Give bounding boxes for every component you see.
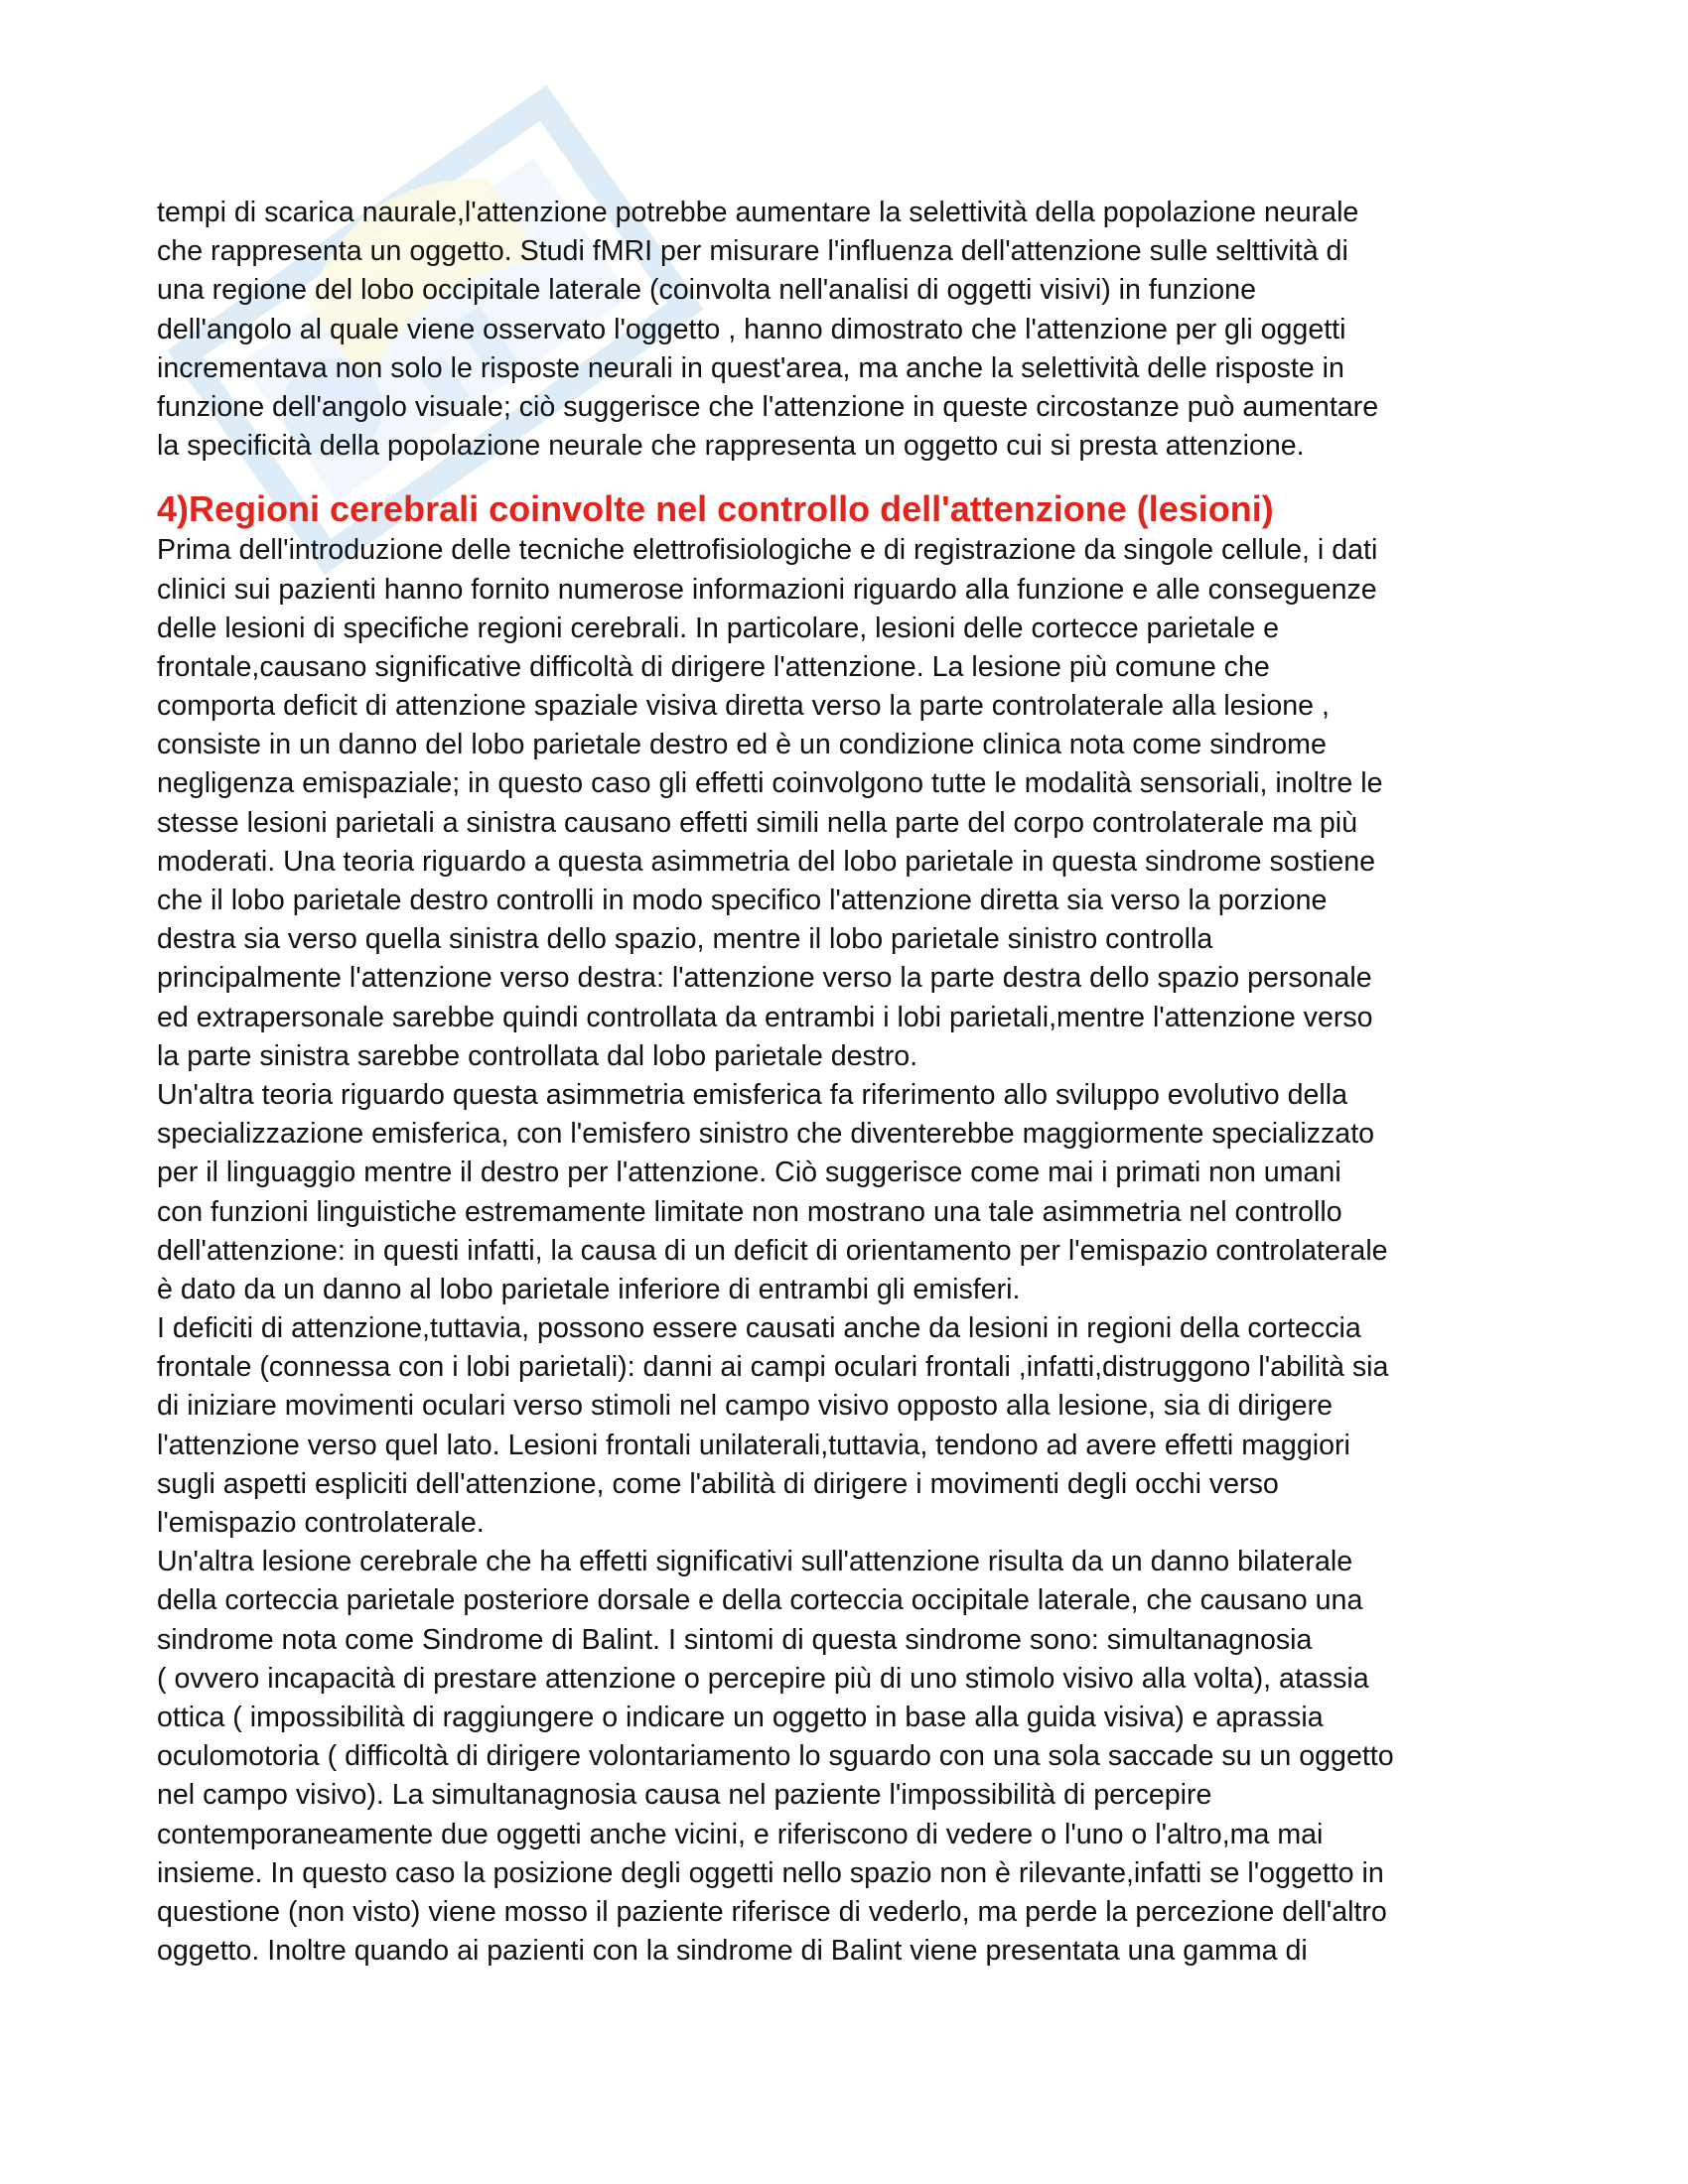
text-line: di iniziare movimenti oculari verso stimoli nel campo visivo opposto alla lesione, sia di dirigere [157, 1390, 1333, 1423]
text-line: dell'attenzione: in questi infatti, la causa di un deficit di orientamento per l'emispazio controlaterale [157, 1234, 1388, 1267]
text-line: l'emispazio controlaterale. [157, 1507, 485, 1539]
text-line: frontale,causano significative difficoltà di dirigere l'attenzione. La lesione più comune che [157, 650, 1270, 683]
text-line: la specificità della popolazione neurale che rappresenta un oggetto cui si presta attenzione. [157, 430, 1305, 463]
section-body [157, 531, 1487, 1971]
text-line: I deficiti di attenzione,tuttavia, possono essere causati anche da lesioni in regioni della corteccia [157, 1312, 1361, 1345]
text-line: per il linguaggio mentre il destro per l'attenzione. Ciò suggerisce come mai i primati non umani [157, 1157, 1341, 1189]
text-line: che rappresenta un oggetto. Studi fMRI per misurare l'influenza dell'attenzione sulle selttività di [157, 235, 1348, 268]
text-line: delle lesioni di specifiche regioni cerebrali. In particolare, lesioni delle cortecce parietale e [157, 612, 1280, 644]
text-line: specializzazione emisferica, con l'emisfero sinistro che diventerebbe maggiormente specializzato [157, 1118, 1375, 1151]
text-line: Un'altra lesione cerebrale che ha effetti significativi sull'attenzione risulta da un danno bilaterale [157, 1546, 1353, 1578]
text-line: oggetto. Inoltre quando ai pazienti con la sindrome di Balint viene presentata una gamma di [157, 1935, 1308, 1968]
text-line: sindrome nota come Sindrome di Balint. I sintomi di questa sindrome sono: simultanagnosia [157, 1623, 1313, 1656]
text-line: Un'altra teoria riguardo questa asimmetria emisferica fa riferimento allo sviluppo evolutivo della [157, 1078, 1348, 1111]
text-line: comporta deficit di attenzione spaziale visiva diretta verso la parte controlaterale alla lesione , [157, 690, 1330, 723]
text-line: ottica ( impossibilità di raggiungere o indicare un oggetto in base alla guida visiva) e aprassia [157, 1701, 1324, 1733]
intro-paragraph [157, 194, 1487, 466]
text-line: destra sia verso quella sinistra dello spazio, mentre il lobo parietale sinistro controlla [157, 923, 1213, 956]
text-line: ( ovvero incapacità di prestare attenzione o percepire più di uno stimolo visivo alla volta), atassia [157, 1662, 1369, 1695]
text-line: consiste in un danno del lobo parietale destro ed è un condizione clinica nota come sindrome [157, 729, 1327, 761]
text-line: l'attenzione verso quel lato. Lesioni frontali unilaterali,tuttavia, tendono ad avere effetti maggiori [157, 1429, 1350, 1461]
text-line: oculomotoria ( difficoltà di dirigere volontariamento lo sguardo con una sola saccade su un oggetto [157, 1740, 1394, 1773]
section-heading: 4)Regioni cerebrali coinvolte nel controllo dell'attenzione (lesioni) [157, 488, 1274, 530]
text-line: dell'angolo al quale viene osservato l'oggetto , hanno dimostrato che l'attenzione per gli oggetti [157, 313, 1346, 345]
text-line: che il lobo parietale destro controlli in modo specifico l'attenzione diretta sia verso la porzione [157, 885, 1328, 916]
text-line: ed extrapersonale sarebbe quindi controllata da entrambi i lobi parietali,mentre l'attenzione verso [157, 1001, 1373, 1033]
text-line: incrementava non solo le risposte neurali in quest'area, ma anche la selettività delle risposte in [157, 351, 1344, 384]
text-line: frontale (connessa con i lobi parietali): danni ai campi oculari frontali ,infatti,distruggono l'abilità sia [157, 1351, 1389, 1384]
text-line: una regione del lobo occipitale laterale (coinvolta nell'analisi di oggetti visivi) in funzione [157, 274, 1256, 307]
text-line: la parte sinistra sarebbe controllata dal lobo parietale destro. [157, 1039, 918, 1072]
text-line: sugli aspetti espliciti dell'attenzione, come l'abilità di dirigere i movimenti degli occhi verso [157, 1467, 1279, 1500]
text-line: con funzioni linguistiche estremamente limitate non mostrano una tale asimmetria nel controllo [157, 1195, 1342, 1228]
text-line: principalmente l'attenzione verso destra: l'attenzione verso la parte destra dello spazio personale [157, 962, 1372, 995]
text-line: negligenza emispaziale; in questo caso gli effetti coinvolgono tutte le modalità sensoriali, inoltre le [157, 767, 1383, 800]
text-line: clinici sui pazienti hanno fornito numerose informazioni riguardo alla funzione e alle conseguenze [157, 573, 1377, 606]
text-line: tempi di scarica naurale,l'attenzione potrebbe aumentare la selettività della popolazione neurale [157, 197, 1359, 228]
text-line: nel campo visivo). La simultanagnosia causa nel paziente l'impossibilità di percepire [157, 1779, 1212, 1812]
text-line: è dato da un danno al lobo parietale inferiore di entrambi gli emisferi. [157, 1273, 1021, 1305]
text-line: funzione dell'angolo visuale; ciò suggerisce che l'attenzione in queste circostanze può aumentare [157, 390, 1379, 423]
document-page [157, 194, 1487, 1971]
text-line: Prima dell'introduzione delle tecniche elettrofisiologiche e di registrazione da singole cellule, i dati [157, 534, 1378, 567]
text-line: stesse lesioni parietali a sinistra causano effetti simili nella parte del corpo controlaterale ma più [157, 806, 1357, 839]
text-line: questione (non visto) viene mosso il paziente riferisce di vederlo, ma perde la percezione dell'altro [157, 1895, 1387, 1928]
text-line: contemporaneamente due oggetti anche vicini, e riferiscono di vedere o l'uno o l'altro,ma mai [157, 1818, 1324, 1850]
text-line: moderati. Una teoria riguardo a questa asimmetria del lobo parietale in questa sindrome sostiene [157, 845, 1376, 878]
text-line: della corteccia parietale posteriore dorsale e della corteccia occipitale laterale, che causano una [157, 1584, 1363, 1617]
text-line: insieme. In questo caso la posizione degli oggetti nello spazio non è rilevante,infatti se l'oggetto in [157, 1856, 1384, 1889]
